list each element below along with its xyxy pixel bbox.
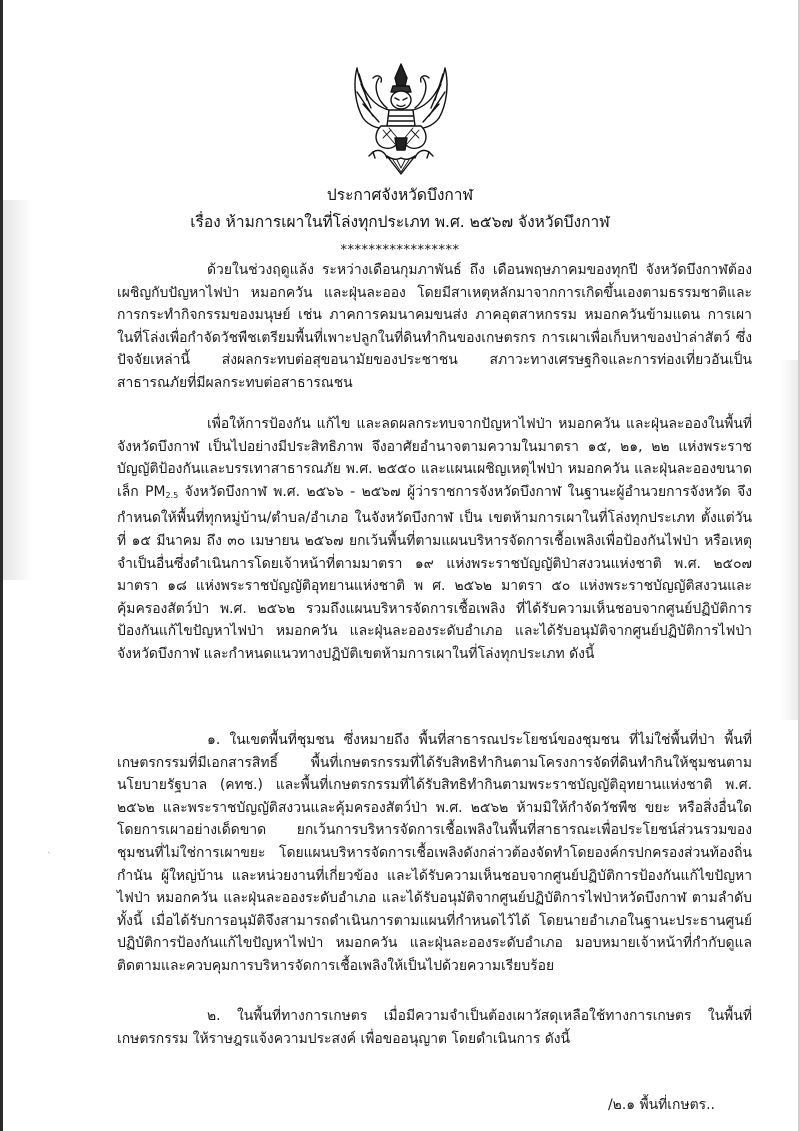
authority-text-part-2: จังหวัดบึงกาฬ พ.ศ. ๒๕๖๖ - ๒๕๖๗ ผู้ว่าราชการจังหวัดบึงกาฬ ในฐานะผู้อำนวยการจังหวัด จึงกำหนดให้พื้นที่ทุกหมู่บ้าน/ตำบล/อำเภอ ในจังหวัดบึงกาฬ เป็น เขตห้ามการเผาในที่โล่งทุกประเภท ตั้งแต่วันที่ ๑๕ มีนาคม ถึง ๓๐ เมษายน ๒๕๖๗ ยกเว้นพื้นที่ตามแผนบริหารจัดการเชื้อเพลิงเพื่อป้องกันไฟป่า หรือเหตุจำเป็นอื่นซึ่งดำเนินการโดยเจ้าหน้าที่ตามมาตรา ๑๙ แห่งพระราชบัญญัติป่าสงวนแห่งชาติ พ.ศ. ๒๕๐๗ มาตรา ๑๘ แห่งพระราชบัญญัติอุทยานแห่งชาติ พ ศ. ๒๕๖๒ มาตรา ๕๐ แห่งพระราชบัญญัติสงวนและคุ้มครองสัตว์ป่า พ.ศ. ๒๕๖๒ รวมถึงแผนบริหารจัดการเชื้อเพลิง ที่ได้รับความเห็นชอบจากศูนย์ปฏิบัติการป้องกันแก้ไขปัญหาไฟป่า หมอกควัน และฝุ่นละอองระดับอำเภอ และได้รับอนุมัติจากศูนย์ปฏิบัติการไฟป่าจังหวัดบึงกาฬ และกำหนดแนวทางปฏิบัติเขตห้ามการเผาในที่โล่งทุกประเภท ดังนี้ (117, 483, 752, 662)
paragraph-authority (117, 413, 752, 666)
paragraph-intro (117, 259, 752, 395)
paragraph-item-2 (117, 1005, 752, 1050)
paragraph-item-1 (117, 729, 752, 978)
paragraph-authority-text (117, 413, 752, 666)
title-separator: ***************** (340, 243, 460, 258)
scan-speck: ` (47, 852, 52, 862)
pm-subscript: 2.5 (165, 490, 179, 500)
garuda-emblem-icon (343, 60, 459, 178)
announcement-subject: เรื่อง ห้ามการเผาในที่โล่งทุกประเภท พ.ศ. ๒๕๖๗ จังหวัดบึงกาฬ (190, 213, 610, 231)
item-2-agricultural-zone: ๒. ในพื้นที่ทางการเกษตร เมื่อมีความจำเป็นต้องเผาวัสดุเหลือใช้ทางการเกษตร ในพื้นที่เกษตรกรรม ให้ราษฎรแจ้งความประสงค์ เพื่อขออนุญาต โดยดำเนินการ ดังนี้ (117, 1008, 752, 1047)
item-1-community-zone: ๑. ในเขตพื้นที่ชุมชน ซึ่งหมายถึง พื้นที่สาธารณประโยชน์ของชุมชน ที่ไม่ใช่พื้นที่ป่า พื้นที่เกษตรกรรมที่มีเอกสารสิทธิ์ พื้นที่เกษตรกรรมที่ได้รับสิทธิทำกินตามโครงการจัดที่ดินทำกินให้ชุมชนตามนโยบายรัฐบาล (คทช.) และพื้นที่เกษตรกรรมที่ได้รับสิทธิทำกินตามพระราชบัญญัติอุทยานแห่งชาติ พ.ศ. ๒๕๖๒ และพระราชบัญญัติสงวนและคุ้มครองสัตว์ป่า พ.ศ. ๒๕๖๒ ห้ามมิให้กำจัดวัชพืช ขยะ หรือสิ่งอื่นใด โดยการเผาอย่างเด็ดขาด ยกเว้นการบริหารจัดการเชื้อเพลิงในพื้นที่สาธารณะเพื่อประโยชน์ส่วนรวมของชุมชนที่ไม่ใช่การเผาขยะ โดยแผนบริหารจัดการเชื้อเพลิงดังกล่าวต้องจัดทำโดยองค์กรปกครองส่วนท้องถิ่น กำนัน ผู้ใหญ่บ้าน และหน่วยงานที่เกี่ยวข้อง และได้รับความเห็นชอบจากศูนย์ปฏิบัติการป้องกันแก้ไขปัญหาไฟป่า หมอกควัน และฝุ่นละอองระดับอำเภอ และได้รับอนุมัติจากศูนย์ปฏิบัติการไฟป่าหวัดบึงกาฬ ตามลำดับ ทั้งนี้ เมื่อได้รับการอนุมัติจึงสามารถดำเนินการตามแผนที่กำหนดไว้ได้ โดยนายอำเภอในฐานะประธานศูนย์ปฏิบัติการป้องกันแก้ไขปัญหาไฟป่า หมอกควัน และฝุ่นละอองระดับอำเภอ มอบหมายเจ้าหน้าที่กำกับดูแล ติดตามและควบคุมการบริหารจัดการเชื้อเพลิงให้เป็นไปด้วยความเรียบร้อย (117, 732, 752, 974)
paragraph-intro-text: ด้วยในช่วงฤดูแล้ง ระหว่างเดือนกุมภาพันธ์ ถึง เดือนพฤษภาคมของทุกปี จังหวัดบึงกาฬต้องเผชิญกับปัญหาไฟป่า หมอกควัน และฝุ่นละออง โดยมีสาเหตุหลักมาจากการเกิดขึ้นเองตามธรรมชาติและการกระทำกิจกรรมของมนุษย์ เช่น ภาคการคมนาคมขนส่ง ภาคอุตสาหกรรม หมอกควันข้ามแดน การเผาในที่โล่งเพื่อกำจัดวัชพืชเตรียมพื้นที่เพาะปลูกในที่ดินทำกินของเกษตรกร การเผาเพื่อเก็บหาของป่าล่าสัตว์ ซึ่งปัจจัยเหล่านี้ ส่งผลกระทบต่อสุขอนามัยของประชาชน สภาวะทางเศรษฐกิจและการท่องเที่ยวอันเป็นสาธารณภัยที่มีผลกระทบต่อสาธารณชน (117, 262, 752, 391)
scan-right-shadow (780, 360, 798, 720)
announcement-title: ประกาศจังหวัดบึงกาฬ (326, 186, 474, 204)
authority-text-part-1: เพื่อให้การป้องกัน แก้ไข และลดผลกระทบจากปัญหาไฟป่า หมอกควัน และฝุ่นละอองในพื้นที่จังหวัดบึงกาฬ เป็นไปอย่างมีประสิทธิภาพ จึงอาศัยอำนาจตามความในมาตรา ๑๕, ๒๑, ๒๒ แห่งพระราชบัญญัติป้องกันและบรรเทาสาธารณภัย พ.ศ. ๒๕๕๐ และแผนเผชิญเหตุไฟป่า หมอกควัน และฝุ่นละอองขนาดเล็ก PM (117, 416, 752, 500)
page-continuation-marker: /๒.๑ พื้นที่เกษตร.. (608, 1097, 715, 1113)
